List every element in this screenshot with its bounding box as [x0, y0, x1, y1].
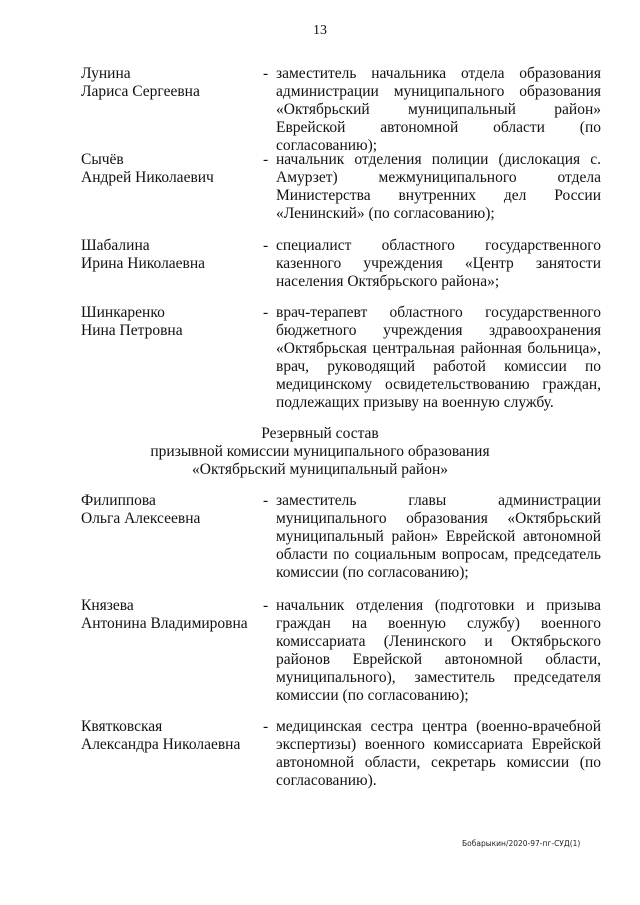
member-position: врач-терапевт областного государственного бюджетного учреждения здравоохранения «Октябрьская центральная районная больница», врач, руководящий работой комиссии по медицинскому освидетельствованию граждан, подлежащих призыву на военную службу.	[276, 304, 601, 411]
member-surname: Шинкаренко	[81, 304, 165, 321]
dash-separator: -	[263, 237, 269, 254]
member-given-names: Ирина Николаевна	[81, 255, 206, 272]
member-name	[81, 151, 261, 187]
document-footer-code: Бобарыкин/2020-97-пг-СУД(1)	[462, 839, 581, 848]
dash-separator: -	[263, 304, 269, 321]
member-surname: Филиппова	[81, 492, 156, 509]
member-name	[81, 718, 261, 754]
reserve-heading-line: «Октябрьский муниципальный район»	[192, 461, 448, 478]
member-name	[81, 65, 261, 101]
member-given-names: Александра Николаевна	[81, 736, 241, 753]
member-position: медицинская сестра центра (военно-врачебной экспертизы) военного комиссариата Еврейской автономной области, секретарь комиссии (по согласованию).	[276, 718, 601, 789]
member-surname: Князева	[81, 597, 134, 614]
dash-separator: -	[263, 492, 269, 509]
member-name	[81, 304, 261, 340]
member-surname: Лунина	[81, 65, 131, 82]
member-surname: Шабалина	[81, 237, 150, 254]
member-name	[81, 597, 261, 633]
reserve-heading-line: призывной комиссии муниципального образования	[150, 443, 490, 460]
dash-separator: -	[263, 65, 269, 82]
member-position: специалист областного государственного казенного учреждения «Центр занятости населения Октябрьского района»;	[276, 237, 601, 290]
member-given-names: Лариса Сергеевна	[81, 83, 200, 100]
reserve-heading-line: Резервный состав	[261, 425, 379, 442]
member-given-names: Ольга Алексеевна	[81, 510, 201, 527]
dash-separator: -	[263, 151, 269, 168]
member-given-names: Андрей Николаевич	[81, 169, 214, 186]
member-name	[81, 492, 261, 528]
member-name	[81, 237, 261, 273]
member-given-names: Антонина Владимировна	[81, 615, 248, 632]
reserve-heading	[0, 425, 640, 479]
member-surname: Сычёв	[81, 151, 124, 168]
member-position: начальник отделения полиции (дислокация с. Амурзет) межмуниципального отдела Министерства внутренних дел России «Ленинский» (по согласованию);	[276, 151, 601, 222]
member-surname: Квятковская	[81, 718, 163, 735]
dash-separator: -	[263, 718, 269, 735]
member-position: заместитель главы администрации муниципального образования «Октябрьский муниципальный район» Еврейской автономной области по социальным вопросам, председатель комиссии (по согласованию);	[276, 492, 601, 581]
dash-separator: -	[263, 597, 269, 614]
page-number: 13	[313, 23, 327, 38]
member-given-names: Нина Петровна	[81, 322, 183, 339]
member-position: начальник отделения (подготовки и призыва граждан на военную службу) военного комиссариата (Ленинского и Октябрьского районов Еврейской автономной области, муниципального), заместитель председателя комиссии (по согласованию);	[276, 597, 601, 704]
member-position: заместитель начальника отдела образования администрации муниципального образования «Октябрьский муниципальный район» Еврейской автономной области (по согласованию);	[276, 65, 601, 154]
